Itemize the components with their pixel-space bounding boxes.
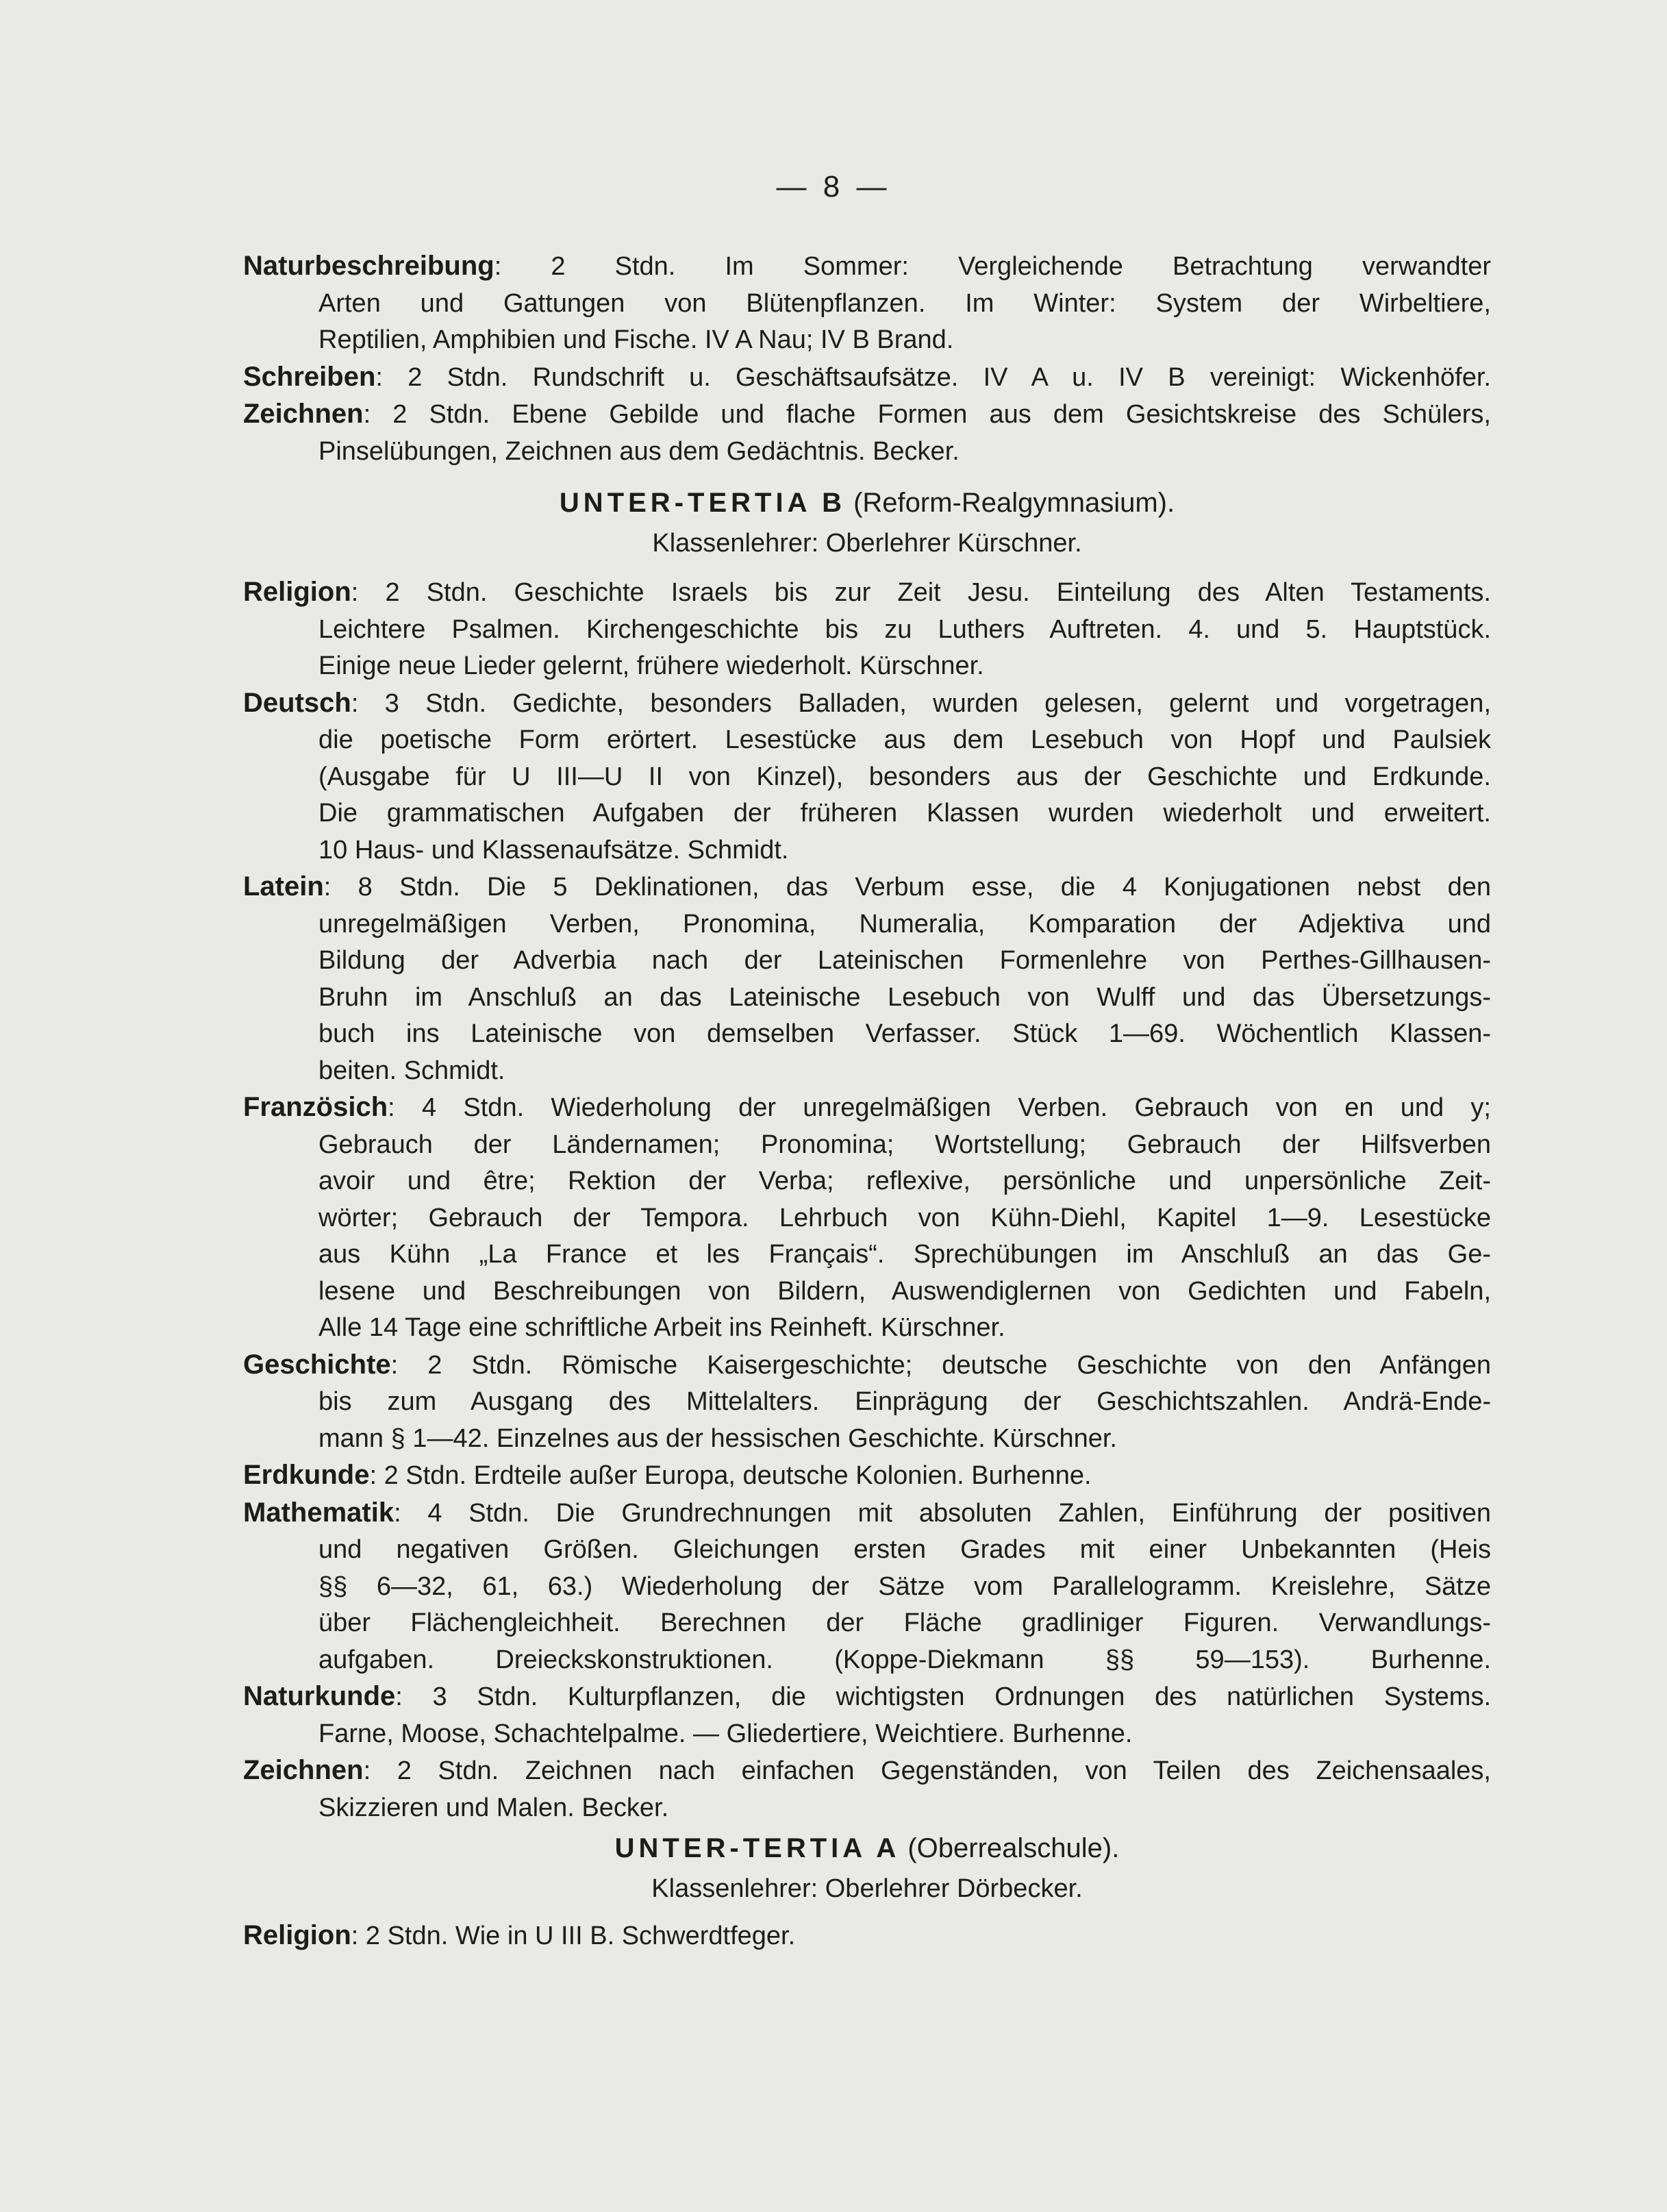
section-line: Alle 14 Tage eine schriftliche Arbeit ins Reinheft. Kürschner. <box>318 1313 1005 1342</box>
section-line: 10 Haus- und Klassenaufsätze. Schmidt. <box>318 835 789 865</box>
section-line: Pinselübungen, Zeichnen aus dem Gedächtnis. Becker. <box>318 436 960 466</box>
subject-label: Schreiben <box>243 361 376 392</box>
section-line: Geschichte: 2 Stdn. Römische Kaisergeschichte; deutsche Geschichte von den Anfängen <box>243 1349 1491 1380</box>
subject-label: Religion <box>243 1920 351 1950</box>
class-heading <box>243 488 1491 519</box>
subject-label: Französich <box>243 1092 388 1122</box>
subject-label: Zeichnen <box>243 1755 364 1785</box>
section-line: unregelmäßigen Verben, Pronomina, Numeralia, Komparation der Adjektiva und <box>318 909 1491 939</box>
section-line: Religion: 2 Stdn. Wie in U III B. Schwerdtfeger. <box>243 1920 796 1950</box>
section-line: aus Kühn „La France et les Français“. Sprechübungen im Anschluß an das Ge- <box>318 1240 1491 1269</box>
section-line: beiten. Schmidt. <box>318 1056 505 1085</box>
section-group-3 <box>243 1917 1491 1955</box>
section-line: die poetische Form erörtert. Lesestücke aus dem Lesebuch von Hopf und Paulsiek <box>318 725 1491 754</box>
class-subtitle: (Oberrealschule). <box>907 1833 1120 1863</box>
section-line: Religion: 2 Stdn. Geschichte Israels bis zur Zeit Jesu. Einteilung des Alten Testaments. <box>243 577 1491 607</box>
section-line: mann § 1—42. Einzelnes aus der hessischen Geschichte. Kürschner. <box>318 1424 1117 1453</box>
section-line: Bruhn im Anschluß an das Lateinische Lesebuch von Wulff und das Übersetzungs- <box>318 982 1491 1012</box>
section-line: Schreiben: 2 Stdn. Rundschrift u. Geschäftsaufsätze. IV A u. IV B vereinigt: Wickenhöfer. <box>243 361 1491 392</box>
class-heading <box>243 1833 1491 1864</box>
page-number: — 8 — <box>776 170 891 203</box>
section-line: lesene und Beschreibungen von Bildern, Auswendiglernen von Gedichten und Fabeln, <box>318 1276 1491 1306</box>
class-subtitle: (Reform-Realgymnasium). <box>853 488 1175 518</box>
section-group-2 <box>243 574 1491 1826</box>
section-line: §§ 6—32, 61, 63.) Wiederholung der Sätze vom Parallelogramm. Kreislehre, Sätze <box>318 1571 1491 1601</box>
class-title: UNTER-TERTIA B <box>559 488 846 518</box>
section-line: buch ins Lateinische von demselben Verfasser. Stück 1—69. Wöchentlich Klassen- <box>318 1019 1491 1048</box>
section-line: Einige neue Lieder gelernt, frühere wiederholt. Kürschner. <box>318 651 984 680</box>
section-line: avoir und être; Rektion der Verba; reflexive, persönliche und unpersönliche Zeit- <box>318 1167 1491 1195</box>
section-line: Naturbeschreibung: 2 Stdn. Im Sommer: Vergleichende Betrachtung verwandter <box>243 251 1491 281</box>
section-line: Reptilien, Amphibien und Fische. IV A Nau; IV B Brand. <box>318 325 954 354</box>
subject-label: Latein <box>243 871 324 902</box>
subject-label: Deutsch <box>243 687 351 718</box>
class-teacher: Klassenlehrer: Oberlehrer Kürschner. <box>652 529 1082 558</box>
section-line: Naturkunde: 3 Stdn. Kulturpflanzen, die wichtigsten Ordnungen des natürlichen Systems. <box>243 1681 1491 1711</box>
section-line: Zeichnen: 2 Stdn. Zeichnen nach einfachen Gegenständen, von Teilen des Zeichensaales, <box>243 1755 1491 1785</box>
subject-label: Religion <box>243 577 351 607</box>
section-line: aufgaben. Dreieckskonstruktionen. (Koppe-Diekmann §§ 59—153). Burhenne. <box>318 1645 1491 1674</box>
subject-label: Geschichte <box>243 1349 391 1380</box>
section-line: Latein: 8 Stdn. Die 5 Deklinationen, das Verbum esse, die 4 Konjugationen nebst den <box>243 871 1491 902</box>
class-title: UNTER-TERTIA A <box>614 1833 901 1863</box>
section-line: Gebrauch der Ländernamen; Pronomina; Wortstellung; Gebrauch der Hilfsverben <box>318 1130 1491 1159</box>
section-line: Bildung der Adverbia nach der Lateinischen Formenlehre von Perthes-Gillhausen- <box>318 946 1491 975</box>
subject-label: Mathematik <box>243 1497 394 1528</box>
subject-label: Naturkunde <box>243 1681 396 1711</box>
section-line: bis zum Ausgang des Mittelalters. Einprägung der Geschichtszahlen. Andrä-Ende- <box>318 1387 1491 1416</box>
section-line: wörter; Gebrauch der Tempora. Lehrbuch von Kühn-Diehl, Kapitel 1—9. Lesestücke <box>318 1203 1491 1232</box>
section-line: Deutsch: 3 Stdn. Gedichte, besonders Balladen, wurden gelesen, gelernt und vorgetragen, <box>243 687 1491 718</box>
section-line: Erdkunde: 2 Stdn. Erdteile außer Europa, deutsche Kolonien. Burhenne. <box>243 1460 1092 1490</box>
section-line: Leichtere Psalmen. Kirchengeschichte bis zu Luthers Auftreten. 4. und 5. Hauptstück. <box>318 614 1491 644</box>
section-group-1 <box>243 248 1491 470</box>
subject-label: Zeichnen <box>243 399 364 429</box>
class-teacher: Klassenlehrer: Oberlehrer Dörbecker. <box>651 1874 1083 1903</box>
section-line: Zeichnen: 2 Stdn. Ebene Gebilde und flache Formen aus dem Gesichtskreise des Schülers, <box>243 399 1491 429</box>
section-line: und negativen Größen. Gleichungen ersten Grades mit einer Unbekannten (Heis <box>318 1535 1491 1564</box>
section-line: Farne, Moose, Schachtelpalme. — Gliedertiere, Weichtiere. Burhenne. <box>318 1719 1133 1748</box>
section-line: Französich: 4 Stdn. Wiederholung der unregelmäßigen Verben. Gebrauch von en und y; <box>243 1092 1491 1122</box>
section-line: Arten und Gattungen von Blütenpflanzen. Im Winter: System der Wirbeltiere, <box>318 288 1491 318</box>
section-line: Skizzieren und Malen. Becker. <box>318 1793 669 1822</box>
subject-label: Erdkunde <box>243 1460 370 1490</box>
subject-label: Naturbeschreibung <box>243 251 494 281</box>
section-line: über Flächengleichheit. Berechnen der Fläche gradliniger Figuren. Verwandlungs- <box>318 1608 1491 1637</box>
section-line: Mathematik: 4 Stdn. Die Grundrechnungen mit absoluten Zahlen, Einführung der positiven <box>243 1497 1491 1528</box>
section-line: Die grammatischen Aufgaben der früheren Klassen wurden wiederholt und erweitert. <box>318 799 1491 828</box>
section-line: (Ausgabe für U III—U II von Kinzel), besonders aus der Geschichte und Erdkunde. <box>318 762 1491 791</box>
